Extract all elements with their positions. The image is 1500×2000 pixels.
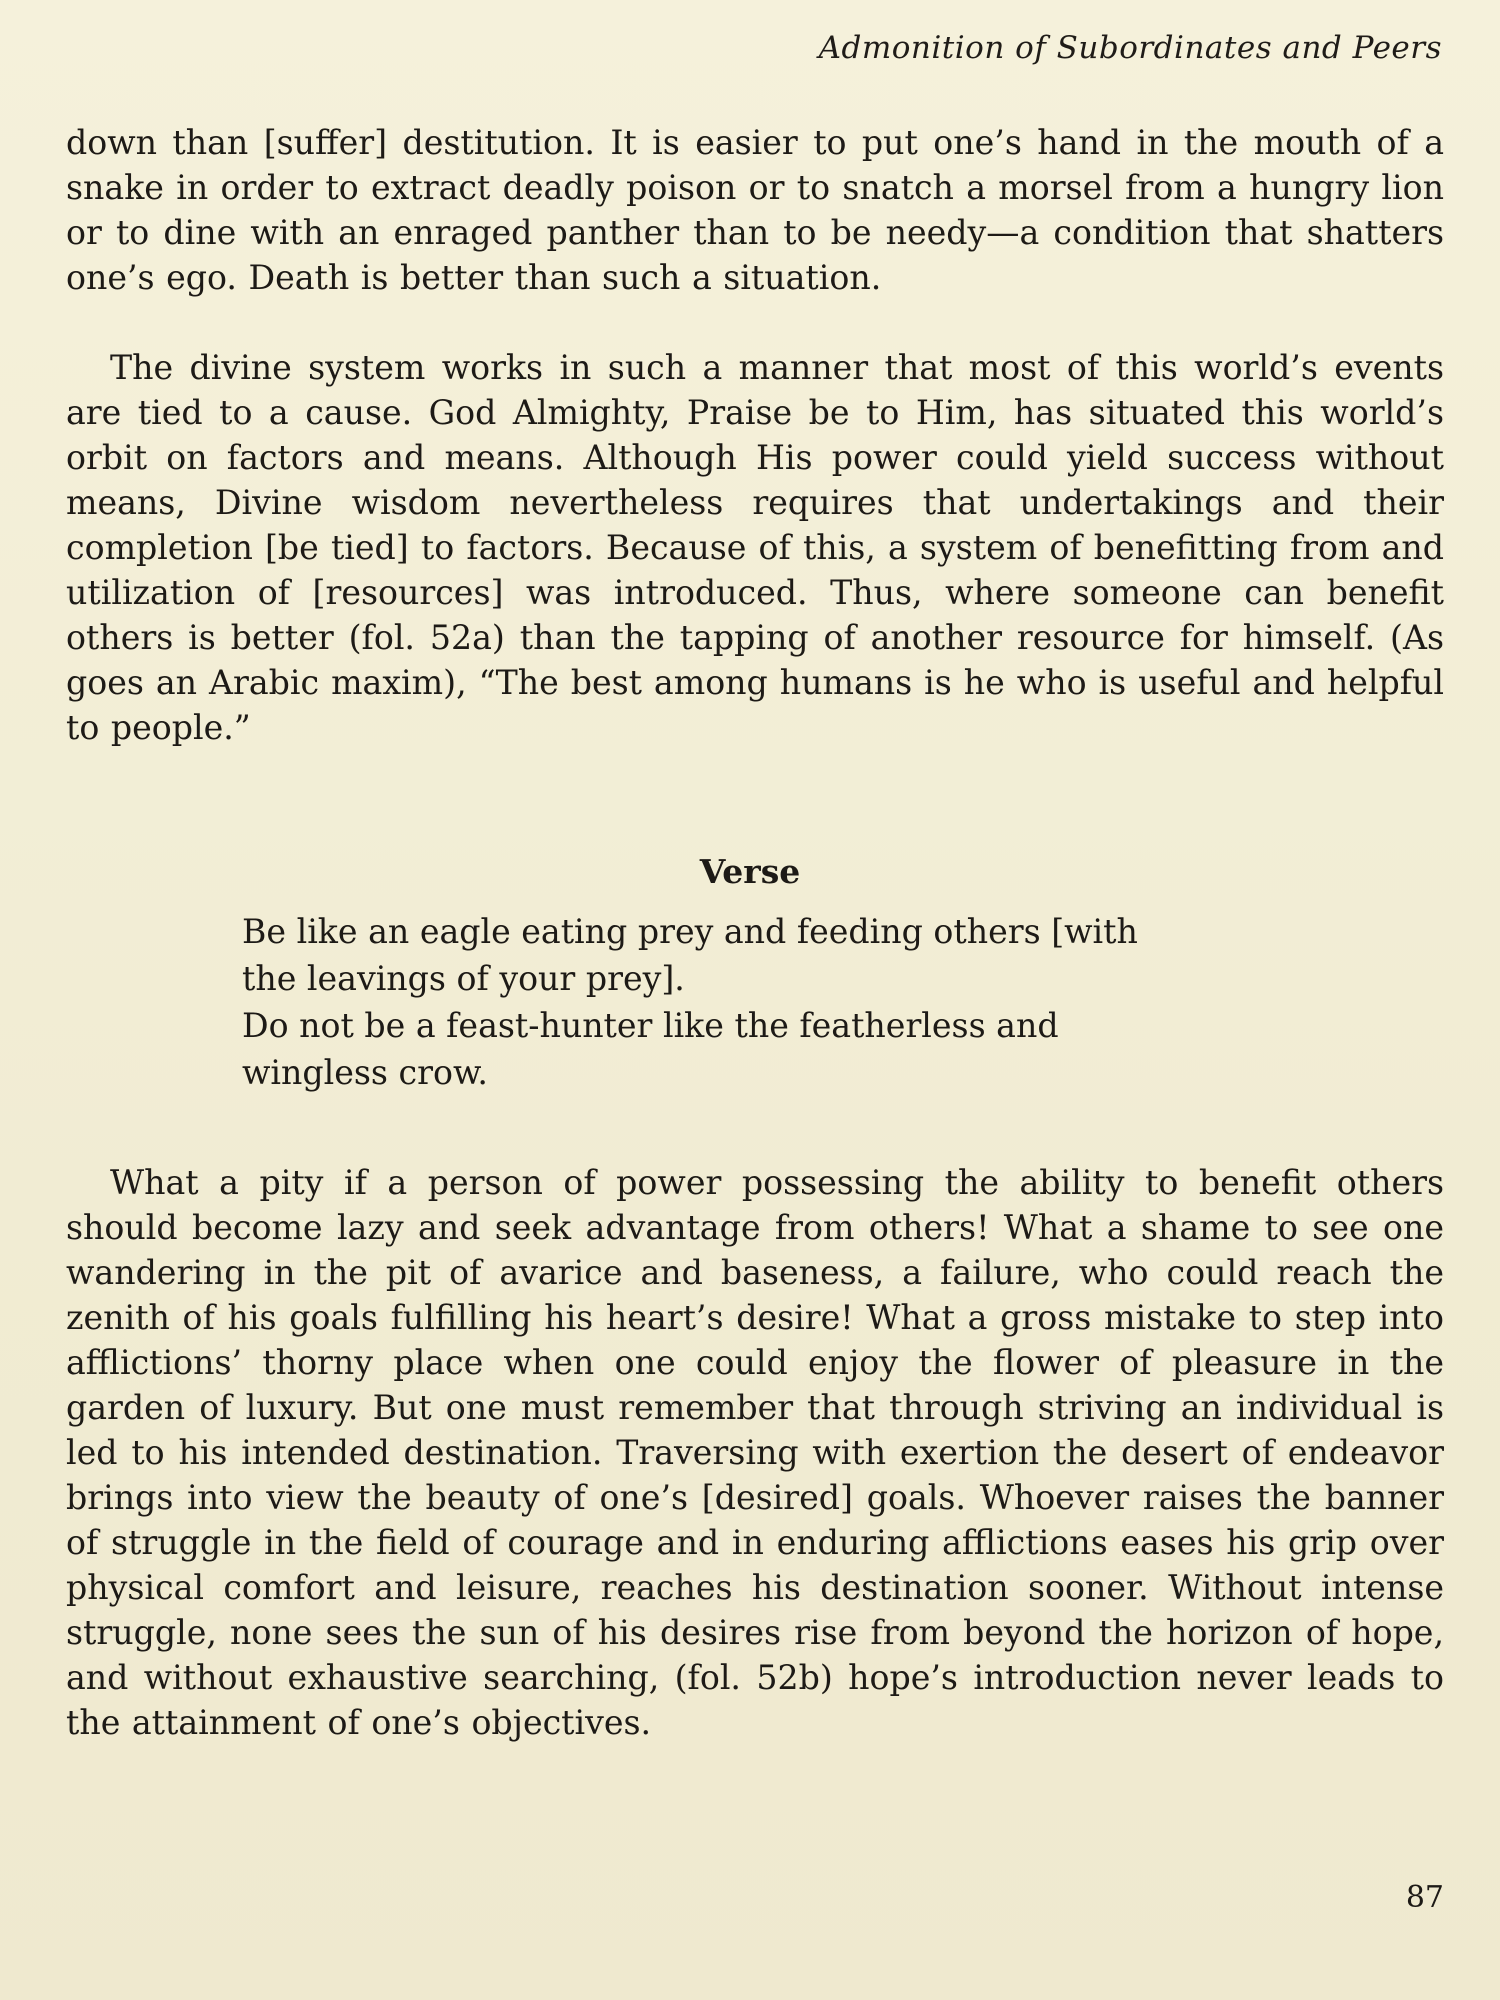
verse-line: the leavings of your prey]. [242, 959, 685, 998]
page-number: 87 [1405, 1880, 1444, 1915]
paragraph-text: down than [suffer] destitution. It is easier to put one’s hand in the mouth of a snake in order to extract deadly poison or to snatch a morsel from a hungry lion or to dine with an enraged panther than to be needy—a condition that shatters one’s ego. Death is better than such a situation. [66, 123, 1444, 297]
verse-line: Be like an eagle eating prey and feeding others [with [242, 912, 1138, 951]
verse-block [242, 908, 1342, 1096]
paragraph-text: What a pity if a person of power possessing the ability to benefit others should become lazy and seek advantage from others! What a shame to see one wandering in the pit of avarice and baseness, a failure, who could reach the zenith of his goals fulfilling his heart’s desire! What a gross mistake to step into afflictions’ thorny place when one could enjoy the flower of pleasure in the garden of luxury. But one must remember that through striving an individual is led to his intended destination. Traversing with exertion the desert of endeavor brings into view the beauty of one’s [desired] goals. Whoever raises the banner of struggle in the field of courage and in enduring afflictions eases his grip over physical comfort and leisure, reaches his destination sooner. Without intense struggle, none sees the sun of his desires rise from beyond the horizon of hope, and without exhaustive searching, (fol. 52b) hope’s introduction never leads to the attainment of one’s objectives. [66, 1163, 1444, 1742]
verse-heading: Verse [699, 852, 801, 891]
verse-line: Do not be a feast-hunter like the featherless and [242, 1006, 1059, 1045]
running-header: Admonition of Subordinates and Peers [818, 30, 1442, 66]
paragraph-continuation [66, 120, 1444, 300]
paragraph-closing [66, 1160, 1444, 1745]
verse-line: wingless crow. [242, 1053, 488, 1092]
paragraph-divine-system [66, 345, 1444, 750]
paragraph-text: The divine system works in such a manner that most of this world’s events are tied to a cause. God Almighty, Praise be to Him, has situated this world’s orbit on factors and means. Although His power could yield success without means, Divine wisdom nevertheless requires that undertakings and their completion [be tied] to factors. Because of this, a system of benefitting from and utilization of [resources] was introduced. Thus, where someone can benefit others is better (fol. 52a) than the tapping of another resource for himself. (As goes an Arabic maxim), “The best among humans is he who is useful and helpful to people.” [66, 348, 1444, 747]
